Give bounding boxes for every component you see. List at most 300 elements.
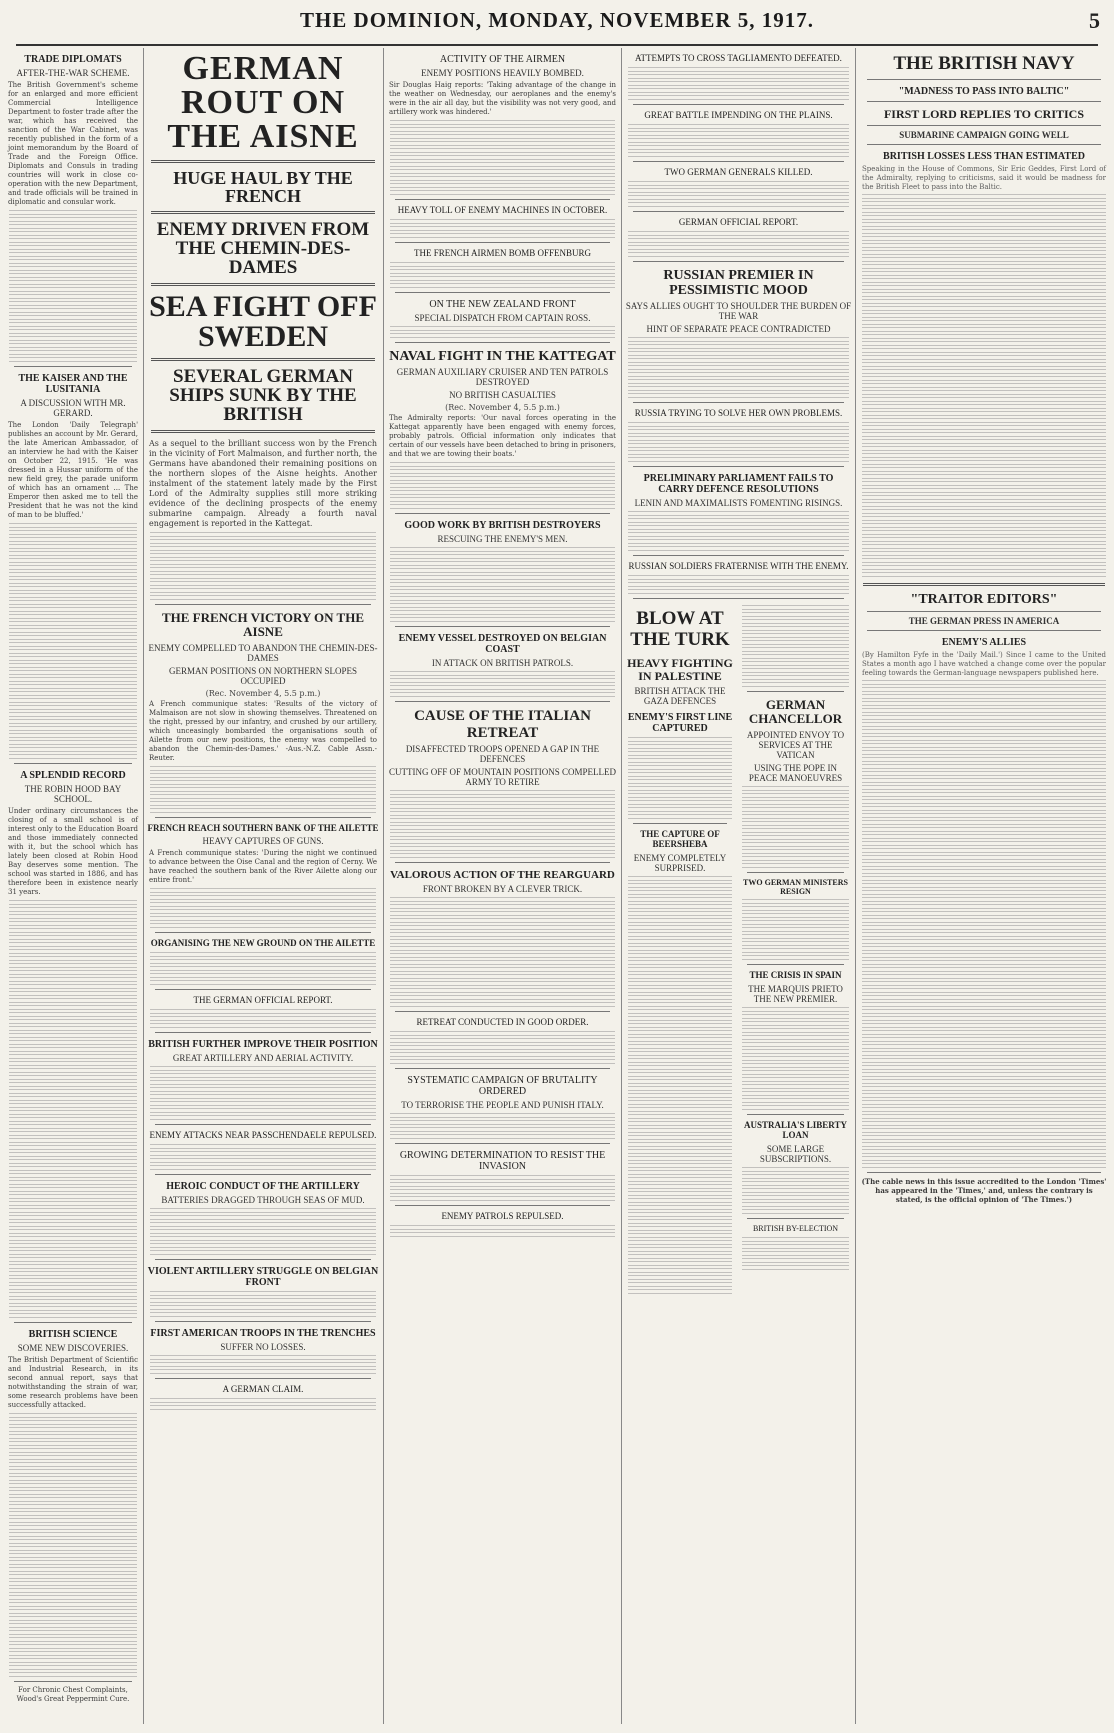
text-line (742, 1007, 849, 1012)
headline: HUGE HAUL BY THE FRENCH (173, 168, 353, 206)
text-line (742, 821, 849, 826)
text-line (150, 1298, 376, 1303)
text-line (862, 883, 1106, 888)
text-line (9, 1229, 137, 1234)
divider (867, 125, 1101, 126)
text-line (9, 614, 137, 619)
text-line (9, 1306, 137, 1311)
text-line (150, 888, 376, 893)
text-line (628, 95, 849, 100)
text-line (628, 365, 849, 370)
text-line (862, 509, 1106, 514)
divider (155, 1321, 371, 1322)
text-line (742, 941, 849, 946)
text-line (862, 411, 1106, 416)
text-line (390, 1232, 615, 1237)
text-line (9, 1532, 137, 1537)
text-line (150, 1101, 376, 1106)
text-line (9, 1525, 137, 1530)
text-line (150, 1229, 376, 1234)
subhead: A DISCUSSION WITH MR. GERARD. (20, 398, 126, 418)
text-line (150, 787, 376, 792)
text-line (862, 425, 1106, 430)
text-line (150, 588, 376, 593)
text-line (862, 215, 1106, 220)
text-line (862, 820, 1106, 825)
text-line (9, 935, 137, 940)
column-divider (621, 48, 622, 1724)
text-line (742, 1098, 849, 1103)
text-line (9, 1455, 137, 1460)
column-1 (6, 48, 140, 1728)
headline: BLOW AT THE TURK (630, 608, 730, 651)
text-line (862, 334, 1106, 339)
subhead: TO TERRORISE THE PEOPLE AND PUNISH ITALY. (401, 1100, 604, 1111)
text-line (9, 642, 137, 647)
text-line (862, 694, 1106, 699)
text-line (150, 966, 376, 971)
text-line (742, 1077, 849, 1082)
text-line (862, 1121, 1106, 1126)
subhead: THE ROBIN HOOD BAY SCHOOL. (24, 784, 122, 804)
divider (395, 242, 610, 243)
text-line (390, 134, 615, 139)
text-line (742, 682, 849, 687)
text-line (390, 1225, 615, 1230)
text-line (390, 219, 615, 224)
text-line (628, 1079, 732, 1084)
text-line (862, 764, 1106, 769)
text-line (390, 974, 615, 979)
text-line (862, 1016, 1106, 1021)
text-line (628, 344, 849, 349)
text-line (742, 842, 849, 847)
text-line (862, 1107, 1106, 1112)
text-line (862, 320, 1106, 325)
text-line (628, 939, 732, 944)
divider (395, 199, 610, 200)
text-line (390, 1002, 615, 1007)
text-line (742, 1195, 849, 1200)
divider (867, 611, 1101, 612)
text-line (862, 264, 1106, 269)
text-line (862, 439, 1106, 444)
text-line (390, 692, 615, 697)
text-line (862, 1142, 1106, 1147)
text-line (742, 1167, 849, 1172)
text-line (742, 807, 849, 812)
headline: NAVAL FIGHT IN THE KATTEGAT (389, 348, 616, 364)
subhead: AFTER-THE-WAR SCHEME. (16, 68, 130, 78)
text-line (862, 432, 1106, 437)
divider (867, 144, 1101, 145)
text-line (628, 925, 732, 930)
divider (155, 1259, 371, 1260)
subhead: HEAVY CAPTURES OF GUNS. (202, 836, 324, 847)
text-line (390, 127, 615, 132)
text-line (742, 1265, 849, 1270)
headline: THE GERMAN OFFICIAL REPORT. (193, 995, 333, 1006)
divider (395, 1143, 610, 1144)
text-line (862, 1044, 1106, 1049)
text-line (9, 1033, 137, 1038)
text-line (390, 1196, 615, 1201)
text-line (9, 656, 137, 661)
text-line (390, 176, 615, 181)
text-line (742, 1258, 849, 1263)
text-line (150, 766, 376, 771)
text-line (150, 574, 376, 579)
article-body: A French communique states: 'During the night we continued to advance between the Oise Canal and the region of Cerny. We have reached the southern bank of the River Ailette along our entire front.' (149, 849, 377, 885)
text-line (9, 1145, 137, 1150)
text-line (862, 806, 1106, 811)
text-line (742, 1042, 849, 1047)
text-line (742, 605, 849, 610)
subhead: SPECIAL DISPATCH FROM CAPTAIN ROSS. (414, 312, 591, 323)
divider (151, 358, 375, 361)
text-line (628, 1212, 732, 1217)
text-line (150, 1151, 376, 1156)
text-line (150, 1369, 376, 1374)
text-line (862, 383, 1106, 388)
text-line (9, 607, 137, 612)
text-line (9, 907, 137, 912)
headline: GERMAN CHANCELLOR (748, 697, 843, 727)
text-line (742, 835, 849, 840)
text-line (862, 1100, 1106, 1105)
headline: ENEMY VESSEL DESTROYED ON BELGIAN COAST (398, 633, 607, 656)
article-body: The British Department of Scientific and Industrial Research, in its second annual report, says that notwithstanding the strain of war, some research problems have been successfully attacked. (8, 1356, 138, 1409)
text-line (628, 967, 732, 972)
text-line (150, 808, 376, 813)
text-line (9, 523, 137, 528)
text-line (390, 276, 615, 281)
text-line (628, 1093, 732, 1098)
text-line (742, 1021, 849, 1026)
text-line (390, 226, 615, 231)
text-line (150, 539, 376, 544)
text-line (628, 1002, 732, 1007)
headline: GERMAN OFFICIAL REPORT. (678, 216, 799, 227)
text-line (9, 537, 137, 542)
text-line (390, 141, 615, 146)
text-line (862, 1058, 1106, 1063)
text-line (9, 649, 137, 654)
text-line (9, 705, 137, 710)
text-line (628, 890, 732, 895)
text-line (9, 1187, 137, 1192)
text-line (9, 1089, 137, 1094)
received-time: (Rec. November 4, 5.5 p.m.) (445, 403, 560, 413)
divider (633, 211, 844, 212)
text-line (150, 581, 376, 586)
text-line (390, 1120, 615, 1125)
headline: THE BRITISH NAVY (893, 53, 1075, 74)
text-line (742, 955, 849, 960)
article-body: The Admiralty reports: 'Our naval forces operating in the Kattegat apparently have been engaged with enemy forces, probably patrols. Official information only indicates that certain of our vessels have been detached to bring in prisoners, and that we are towing their boats.' (389, 414, 616, 459)
text-line (9, 217, 137, 222)
text-line (9, 1047, 137, 1052)
text-line (742, 1035, 849, 1040)
text-line (390, 939, 615, 944)
text-line (150, 1087, 376, 1092)
text-line (150, 1115, 376, 1120)
text-line (628, 386, 849, 391)
headline: THE FRENCH AIRMEN BOMB OFFENBURG (413, 247, 592, 258)
text-line (742, 828, 849, 833)
text-line (9, 928, 137, 933)
text-line (9, 1595, 137, 1600)
text-line (150, 973, 376, 978)
text-line (9, 1420, 137, 1425)
text-line (9, 1546, 137, 1551)
text-line (742, 626, 849, 631)
text-line (390, 953, 615, 958)
text-line (9, 1243, 137, 1248)
text-line (862, 271, 1106, 276)
divider (395, 342, 610, 343)
text-line (150, 1305, 376, 1310)
text-line (9, 1644, 137, 1649)
divider (867, 630, 1101, 631)
text-line (390, 190, 615, 195)
text-line (390, 981, 615, 986)
text-line (150, 1362, 376, 1367)
text-line (862, 292, 1106, 297)
text-line (9, 1264, 137, 1269)
divider (155, 604, 371, 605)
text-line (150, 546, 376, 551)
divider (633, 598, 844, 599)
text-line (150, 801, 376, 806)
text-line (628, 995, 732, 1000)
text-line (628, 1254, 732, 1259)
text-line (628, 231, 849, 236)
text-line (628, 981, 732, 986)
text-line (390, 476, 615, 481)
text-line (9, 621, 137, 626)
text-line (9, 266, 137, 271)
text-line (390, 904, 615, 909)
text-line (9, 1096, 137, 1101)
text-line (742, 612, 849, 617)
divider (395, 1011, 610, 1012)
text-line (9, 530, 137, 535)
text-line (862, 855, 1106, 860)
text-line (390, 1052, 615, 1057)
subhead: GREAT ARTILLERY AND AERIAL ACTIVITY. (172, 1053, 354, 1064)
text-line (628, 181, 849, 186)
text-line (628, 152, 849, 157)
page-number: 5 (1089, 8, 1100, 33)
text-line (390, 589, 615, 594)
text-line (9, 1441, 137, 1446)
text-line (9, 1138, 137, 1143)
text-line (862, 208, 1106, 213)
text-line (862, 1065, 1106, 1070)
text-line (9, 747, 137, 752)
headline: AUSTRALIA'S LIBERTY LOAN (744, 1120, 847, 1141)
divider (395, 862, 610, 863)
text-line (862, 495, 1106, 500)
text-line (742, 948, 849, 953)
text-line (390, 554, 615, 559)
divider (14, 1681, 132, 1682)
text-line (9, 663, 137, 668)
text-line (862, 229, 1106, 234)
headline: FIRST AMERICAN TROOPS IN THE TRENCHES (150, 1328, 376, 1340)
headline: SEVERAL GERMAN SHIPS SUNK BY THE BRITISH (169, 366, 357, 425)
text-line (9, 984, 137, 989)
divider (867, 101, 1101, 102)
text-line (628, 422, 849, 427)
text-line (9, 245, 137, 250)
text-line (9, 350, 137, 355)
subhead: ENEMY COMPLETELY SURPRISED. (633, 853, 727, 874)
text-line (9, 1511, 137, 1516)
text-line (862, 778, 1106, 783)
headline: ENEMY DRIVEN FROM THE CHEMIN-DES-DAMES (156, 219, 370, 278)
text-line (742, 1056, 849, 1061)
text-line (9, 593, 137, 598)
text-line (628, 379, 849, 384)
text-line (9, 224, 137, 229)
text-line (150, 1165, 376, 1170)
text-line (628, 1219, 732, 1224)
divider (633, 466, 844, 467)
text-line (150, 1222, 376, 1227)
text-line (628, 429, 849, 434)
text-line (628, 195, 849, 200)
divider (155, 1032, 371, 1033)
subhead: LENIN AND MAXIMALISTS FOMENTING RISINGS. (634, 498, 843, 509)
text-line (862, 1156, 1106, 1161)
text-line (390, 946, 615, 951)
text-line (862, 743, 1106, 748)
text-line (390, 988, 615, 993)
text-line (390, 671, 615, 676)
text-line (862, 771, 1106, 776)
text-line (9, 670, 137, 675)
text-line (862, 736, 1106, 741)
text-line (9, 1257, 137, 1262)
text-line (628, 946, 732, 951)
text-line (628, 953, 732, 958)
divider (395, 513, 610, 514)
text-line (742, 814, 849, 819)
text-line (390, 490, 615, 495)
divider (633, 402, 844, 403)
text-line (628, 1107, 732, 1112)
text-line (862, 1009, 1106, 1014)
text-line (862, 460, 1106, 465)
text-line (390, 148, 615, 153)
text-line (628, 1058, 732, 1063)
text-line (9, 600, 137, 605)
text-line (862, 995, 1106, 1000)
text-line (9, 1278, 137, 1283)
subhead: HEAVY FIGHTING IN PALESTINE (627, 655, 733, 684)
text-line (9, 628, 137, 633)
text-line (628, 1191, 732, 1196)
headline: ATTEMPTS TO CROSS TAGLIAMENTO DEFEATED. (635, 53, 842, 63)
headline-splendid-record: A SPLENDID RECORD (20, 770, 126, 781)
text-line (9, 1110, 137, 1115)
subhead: DISAFFECTED TROOPS OPENED A GAP IN THE DEFENCES (405, 744, 600, 765)
subhead: ENEMY'S ALLIES (941, 637, 1027, 649)
text-line (150, 1208, 376, 1213)
text-line (9, 1208, 137, 1213)
text-line (628, 443, 849, 448)
article-body: As a sequel to the brilliant success won by the French in the vicinity of Fort Malmaison, and further north, the Germans have abandoned their remaining positions on the northern slopes of the Aisne heights. Another instalment of the statement lately made by the First Lord of the Admiralty supplies still more striking evidence of the declining prospects of the enemy submarine campaign. Already a fourth naval engagement is reported in the Kattegat. (149, 439, 377, 528)
text-line (9, 357, 137, 362)
text-line (9, 1434, 137, 1439)
text-line (628, 67, 849, 72)
text-line (862, 446, 1106, 451)
subhead: BRITISH ATTACK THE GAZA DEFENCES (634, 686, 726, 707)
text-line (150, 1023, 376, 1028)
text-line (150, 553, 376, 558)
text-line (628, 450, 849, 455)
text-line (862, 313, 1106, 318)
divider (395, 701, 610, 702)
text-line (9, 956, 137, 961)
text-line (9, 586, 137, 591)
headline: BRITISH FURTHER IMPROVE THEIR POSITION (148, 1039, 378, 1051)
text-line (628, 793, 732, 798)
text-line (628, 1289, 732, 1294)
text-line (628, 188, 849, 193)
text-line (742, 793, 849, 798)
text-line (150, 595, 376, 600)
article-body: Sir Douglas Haig reports: 'Taking advantage of the change in the weather on Wednesday, our aeroplanes and the enemy's were in the air all day, but the visibility was not very good, and artillery work was hindered.' (389, 81, 616, 116)
text-line (390, 617, 615, 622)
text-line (628, 1240, 732, 1245)
text-line (628, 1135, 732, 1140)
text-line (628, 1156, 732, 1161)
text-line (628, 744, 732, 749)
text-line (150, 1250, 376, 1255)
text-line (862, 981, 1106, 986)
text-line (862, 194, 1106, 199)
text-line (742, 1202, 849, 1207)
text-line (742, 906, 849, 911)
text-line (742, 1181, 849, 1186)
text-line (9, 1581, 137, 1586)
text-line (862, 876, 1106, 881)
text-line (9, 565, 137, 570)
text-line (9, 1082, 137, 1087)
text-line (628, 960, 732, 965)
text-line (628, 238, 849, 243)
text-line (390, 269, 615, 274)
divider (155, 1378, 371, 1379)
text-line (862, 1163, 1106, 1168)
text-line (628, 74, 849, 79)
text-line (628, 539, 849, 544)
text-line (150, 1080, 376, 1085)
text-line (628, 546, 849, 551)
text-line (150, 1312, 376, 1317)
text-line (390, 561, 615, 566)
text-line (390, 911, 615, 916)
text-line (628, 1086, 732, 1091)
text-line (862, 729, 1106, 734)
text-line (390, 596, 615, 601)
text-line (742, 1237, 849, 1242)
text-line (862, 834, 1106, 839)
text-line (742, 1251, 849, 1256)
